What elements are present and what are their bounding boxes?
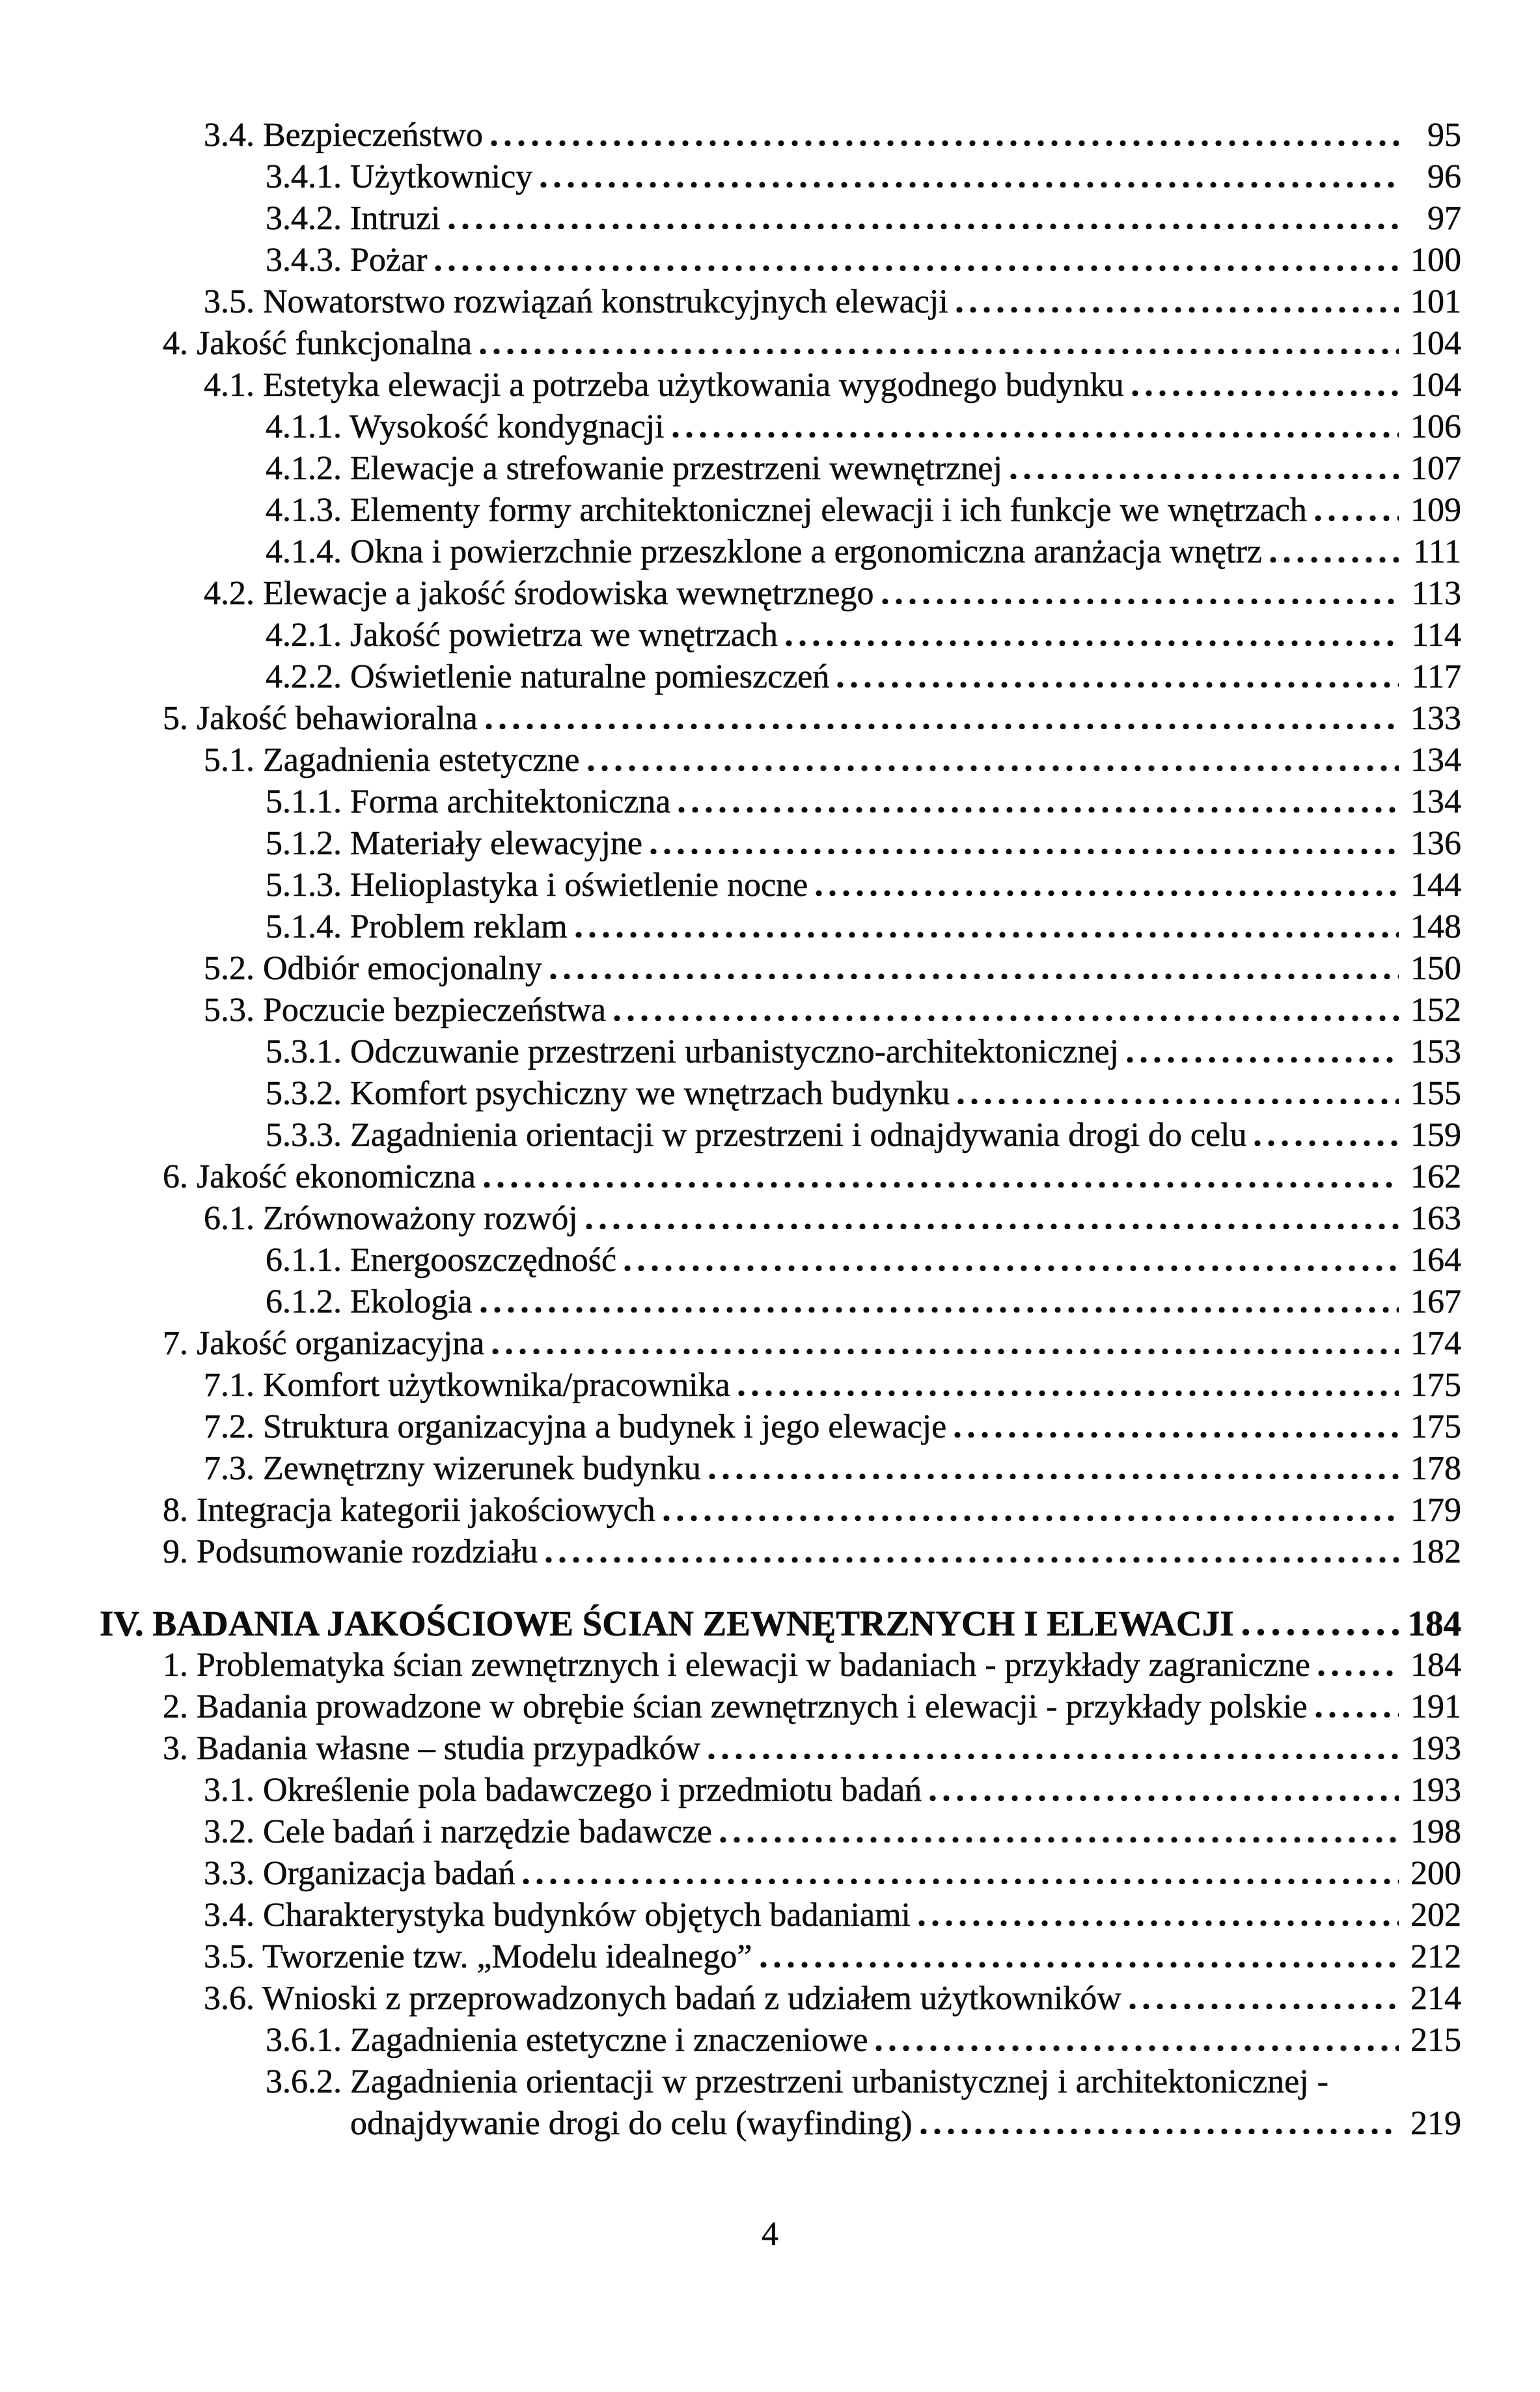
toc-entry	[0, 948, 1461, 990]
toc-leader-dots	[954, 1429, 1399, 1438]
toc-entry	[0, 323, 1461, 365]
toc-entry-label: 5.3.2. Komfort psychiczny we wnętrzach budynku	[266, 1075, 950, 1112]
toc-page-number: 113	[1411, 575, 1461, 612]
toc-page-number: 198	[1410, 1813, 1461, 1850]
toc-leader-dots	[1315, 1709, 1399, 1718]
toc-leader-dots	[708, 1751, 1399, 1759]
toc-page-number: 184	[1407, 1604, 1461, 1643]
toc-leader-dots	[875, 2042, 1399, 2051]
toc-page-number: 96	[1427, 158, 1461, 195]
toc-entry-label: 5.3.1. Odczuwanie przestrzeni urbanistyczno-architektonicznej	[266, 1033, 1119, 1070]
toc-entry	[0, 156, 1461, 198]
toc-page-number: 152	[1410, 992, 1461, 1029]
toc-entry-label: 5.1.3. Helioplastyka i oświetlenie nocne	[266, 867, 808, 904]
toc-entry-label: 3.4. Charakterystyka budynków objętych badaniami	[204, 1897, 911, 1934]
toc-leader-dots	[760, 1959, 1399, 1968]
toc-page-number: 215	[1410, 2022, 1461, 2059]
toc-leader-dots	[540, 179, 1399, 188]
toc-entry	[0, 2061, 1461, 2103]
toc-entry	[0, 990, 1461, 1031]
toc-entry	[0, 1115, 1461, 1156]
toc-entry	[0, 656, 1461, 698]
toc-entry-label: 3.1. Określenie pola badawczego i przedmiotu badań	[204, 1772, 922, 1809]
toc-entry-label: 6.1.1. Energooszczędność	[266, 1242, 617, 1279]
toc-entry	[0, 740, 1461, 781]
toc-leader-dots	[882, 596, 1399, 604]
toc-page-number: 179	[1410, 1492, 1461, 1529]
toc-page-number: 164	[1410, 1242, 1461, 1279]
toc-page-number: 167	[1410, 1283, 1461, 1320]
toc-leader-dots	[957, 1096, 1399, 1104]
toc-entry-label: 3.4.2. Intruzi	[266, 200, 441, 237]
footer-page-number: 4	[762, 2216, 778, 2253]
toc-page-number: 175	[1410, 1408, 1461, 1445]
toc-entry	[0, 1853, 1461, 1895]
toc-page-number: 107	[1410, 450, 1461, 487]
toc-page-number: 101	[1410, 283, 1461, 320]
toc-page-number: 162	[1410, 1158, 1461, 1195]
toc-entry-label: 3.2. Cele badań i narzędzie badawcze	[204, 1813, 713, 1850]
toc-entry-label: 1. Problematyka ścian zewnętrznych i elewacji w badaniach - przykłady zagraniczne	[163, 1647, 1310, 1684]
toc-leader-dots	[1132, 387, 1399, 396]
toc-entry	[0, 2103, 1461, 2145]
toc-page-number: 182	[1410, 1533, 1461, 1570]
toc-leader-dots	[837, 679, 1399, 688]
toc-leader-dots	[650, 846, 1399, 854]
toc-entry	[0, 1770, 1461, 1811]
table-of-contents	[0, 115, 1461, 2145]
toc-entry	[0, 865, 1461, 906]
toc-entry	[0, 906, 1461, 948]
toc-entry	[0, 531, 1461, 573]
toc-leader-dots	[1270, 554, 1399, 563]
toc-entry-label: 9. Podsumowanie rozdziału	[163, 1533, 538, 1570]
toc-leader-dots	[929, 1792, 1399, 1801]
toc-page-number: 95	[1427, 117, 1461, 154]
toc-leader-dots	[448, 221, 1399, 229]
toc-entry-label: 5.1.4. Problem reklam	[266, 908, 568, 945]
toc-page-number: 144	[1410, 867, 1461, 904]
toc-entry	[0, 1448, 1461, 1490]
toc-entry	[0, 1686, 1461, 1728]
toc-leader-dots	[480, 1304, 1399, 1313]
toc-entry	[0, 573, 1461, 615]
toc-leader-dots	[709, 1471, 1399, 1479]
toc-entry-label: odnajdywanie drogi do celu (wayfinding)	[350, 2105, 913, 2142]
toc-entry	[0, 1281, 1461, 1323]
toc-page-number: 104	[1410, 325, 1461, 362]
toc-entry-label: 5.1. Zagadnienia estetyczne	[204, 742, 580, 779]
toc-leader-dots	[491, 137, 1399, 146]
toc-entry	[0, 115, 1461, 156]
toc-leader-dots	[575, 929, 1399, 938]
toc-entry-label: 6. Jakość ekonomiczna	[163, 1158, 476, 1195]
toc-leader-dots	[1010, 471, 1399, 479]
toc-leader-dots	[435, 262, 1399, 271]
toc-entry-label: 3.6.1. Zagadnienia estetyczne i znaczeniowe	[266, 2022, 868, 2059]
toc-entry	[0, 823, 1461, 865]
toc-entry	[0, 1728, 1461, 1770]
toc-entry-label: 7.3. Zewnętrzny wizerunek budynku	[204, 1450, 701, 1487]
toc-page-number: 193	[1410, 1772, 1461, 1809]
toc-entry	[0, 1198, 1461, 1240]
toc-page-number: 100	[1410, 242, 1461, 279]
toc-page-number: 150	[1410, 950, 1461, 987]
toc-entry	[0, 1031, 1461, 1073]
toc-page-number: 117	[1411, 658, 1461, 695]
toc-entry	[0, 1978, 1461, 2020]
toc-leader-dots	[1315, 512, 1399, 521]
toc-leader-dots	[484, 1179, 1399, 1188]
toc-leader-dots	[545, 1554, 1399, 1563]
toc-leader-dots	[492, 1346, 1399, 1354]
toc-entry-label: 4.2. Elewacje a jakość środowiska wewnętrznego	[204, 575, 874, 612]
toc-leader-dots	[480, 346, 1399, 354]
toc-entry	[0, 1323, 1461, 1365]
toc-entry	[0, 2020, 1461, 2061]
toc-entry-label: 7.1. Komfort użytkownika/pracownika	[204, 1367, 730, 1404]
toc-page-number: 202	[1410, 1897, 1461, 1934]
toc-entry-label: 3.3. Organizacja badań	[204, 1855, 516, 1892]
toc-entry-label: 4.2.1. Jakość powietrza we wnętrzach	[266, 617, 778, 654]
toc-entry-label: 6.1.2. Ekologia	[266, 1283, 473, 1320]
toc-page-number: 114	[1411, 617, 1461, 654]
toc-leader-dots	[614, 1012, 1399, 1021]
toc-page-number: 134	[1410, 742, 1461, 779]
toc-entry	[0, 1936, 1461, 1978]
toc-leader-dots	[624, 1262, 1399, 1271]
toc-entry-label: 3.6.2. Zagadnienia orientacji w przestrzeni urbanistycznej i architektonicznej -	[266, 2063, 1328, 2100]
toc-entry-label: 5.1.1. Forma architektoniczna	[266, 783, 671, 820]
toc-entry-label: 4.1.4. Okna i powierzchnie przeszklone a ergonomiczna aranżacja wnętrz	[266, 533, 1262, 570]
toc-leader-dots	[1129, 2001, 1399, 2009]
toc-page-number: 97	[1427, 200, 1461, 237]
toc-entry	[0, 448, 1461, 490]
toc-leader-dots	[816, 887, 1399, 896]
toc-entry	[0, 1365, 1461, 1406]
toc-page-number: 175	[1410, 1367, 1461, 1404]
toc-page-number: 200	[1410, 1855, 1461, 1892]
toc-leader-dots	[720, 1834, 1399, 1843]
toc-entry	[0, 1156, 1461, 1198]
toc-entry-label: 5.3.3. Zagadnienia orientacji w przestrzeni i odnajdywania drogi do celu	[266, 1117, 1247, 1154]
toc-entry-label: 4.1.1. Wysokość kondygnacji	[266, 408, 665, 445]
toc-page-number: 106	[1410, 408, 1461, 445]
toc-entry	[0, 781, 1461, 823]
toc-page-number: 193	[1410, 1730, 1461, 1767]
toc-entry-label: 3. Badania własne – studia przypadków	[163, 1730, 701, 1767]
toc-entry-label: 6.1. Zrównoważony rozwój	[204, 1200, 578, 1237]
toc-entry-label: 5.2. Odbiór emocjonalny	[204, 950, 542, 987]
toc-entry-label: 7. Jakość organizacyjna	[163, 1325, 485, 1362]
toc-leader-dots	[588, 762, 1399, 771]
toc-entry	[0, 240, 1461, 281]
toc-entry	[0, 615, 1461, 656]
toc-page-number: 136	[1410, 825, 1461, 862]
toc-entry-label: 4. Jakość funkcjonalna	[163, 325, 473, 362]
toc-leader-dots	[1127, 1054, 1399, 1063]
toc-leader-dots	[678, 804, 1399, 813]
toc-page-number: 174	[1410, 1325, 1461, 1362]
toc-leader-dots	[672, 429, 1399, 438]
toc-entry-label: 3.4. Bezpieczeństwo	[204, 117, 483, 154]
toc-leader-dots	[486, 721, 1399, 729]
toc-entry	[0, 1645, 1461, 1686]
toc-leader-dots	[1254, 1137, 1399, 1146]
toc-entry	[0, 1240, 1461, 1281]
toc-entry	[0, 1073, 1461, 1115]
toc-entry-label: 3.5. Nowatorstwo rozwiązań konstrukcyjnych elewacji	[204, 283, 948, 320]
toc-entry-label: 8. Integracja kategorii jakościowych	[163, 1492, 655, 1529]
toc-entry-label: 2. Badania prowadzone w obrębie ścian zewnętrznych i elewacji - przykłady polskie	[163, 1688, 1308, 1725]
toc-page-number: 212	[1410, 1938, 1461, 1975]
toc-page-number: 184	[1410, 1647, 1461, 1684]
toc-entry-label: 4.1.3. Elementy formy architektonicznej elewacji i ich funkcje we wnętrzach	[266, 492, 1307, 529]
toc-entry-label: IV. BADANIA JAKOŚCIOWE ŚCIAN ZEWNĘTRZNYCH I ELEWACJI	[100, 1604, 1234, 1643]
toc-entry	[0, 406, 1461, 448]
toc-page-number: 159	[1410, 1117, 1461, 1154]
toc-leader-dots	[550, 971, 1399, 979]
toc-page-number: 111	[1412, 533, 1461, 570]
toc-leader-dots	[523, 1876, 1399, 1884]
toc-leader-dots	[1318, 1667, 1399, 1676]
toc-entry	[0, 281, 1461, 323]
toc-entry	[0, 365, 1461, 406]
toc-entry-label: 3.4.1. Użytkownicy	[266, 158, 533, 195]
toc-leader-dots	[663, 1512, 1399, 1521]
toc-leader-dots	[920, 2126, 1399, 2134]
toc-page-number: 148	[1410, 908, 1461, 945]
toc-entry-label: 5.3. Poczucie bezpieczeństwa	[204, 992, 606, 1029]
toc-leader-dots	[738, 1387, 1399, 1396]
toc-entry-label: 3.6. Wnioski z przeprowadzonych badań z udziałem użytkowników	[204, 1980, 1121, 2017]
toc-page-number: 153	[1410, 1033, 1461, 1070]
toc-leader-dots	[918, 1917, 1399, 1926]
toc-page-number: 133	[1410, 700, 1461, 737]
toc-entry	[0, 1531, 1461, 1573]
toc-entry-label: 5.1.2. Materiały elewacyjne	[266, 825, 642, 862]
toc-leader-dots	[786, 637, 1399, 646]
toc-leader-dots	[956, 304, 1399, 313]
toc-entry	[0, 490, 1461, 531]
toc-page-number: 214	[1410, 1980, 1461, 2017]
toc-entry	[0, 1490, 1461, 1531]
toc-entry	[0, 1895, 1461, 1936]
toc-page-number: 191	[1410, 1688, 1461, 1725]
toc-entry-label: 7.2. Struktura organizacyjna a budynek i jego elewacje	[204, 1408, 947, 1445]
toc-entry-label: 3.4.3. Pożar	[266, 242, 428, 279]
toc-page-number: 178	[1410, 1450, 1461, 1487]
toc-leader-dots	[1242, 1626, 1399, 1635]
toc-page-number: 163	[1410, 1200, 1461, 1237]
toc-entry	[0, 1406, 1461, 1448]
toc-page-number: 104	[1410, 367, 1461, 404]
toc-entry-label: 5. Jakość behawioralna	[163, 700, 478, 737]
toc-entry-label: 4.1.2. Elewacje a strefowanie przestrzeni wewnętrznej	[266, 450, 1002, 487]
toc-page-number: 155	[1410, 1075, 1461, 1112]
toc-entry-label: 4.1. Estetyka elewacji a potrzeba użytkowania wygodnego budynku	[204, 367, 1124, 404]
toc-entry	[0, 198, 1461, 240]
toc-entry-label: 3.5. Tworzenie tzw. „Modelu idealnego”	[204, 1938, 752, 1975]
toc-page-number: 134	[1410, 783, 1461, 820]
toc-entry	[0, 698, 1461, 740]
toc-entry	[0, 1811, 1461, 1853]
toc-chapter-heading	[0, 1603, 1461, 1645]
toc-leader-dots	[586, 1221, 1399, 1229]
toc-page-number: 109	[1410, 492, 1461, 529]
toc-entry-label: 4.2.2. Oświetlenie naturalne pomieszczeń	[266, 658, 830, 695]
toc-page-number: 219	[1410, 2105, 1461, 2142]
